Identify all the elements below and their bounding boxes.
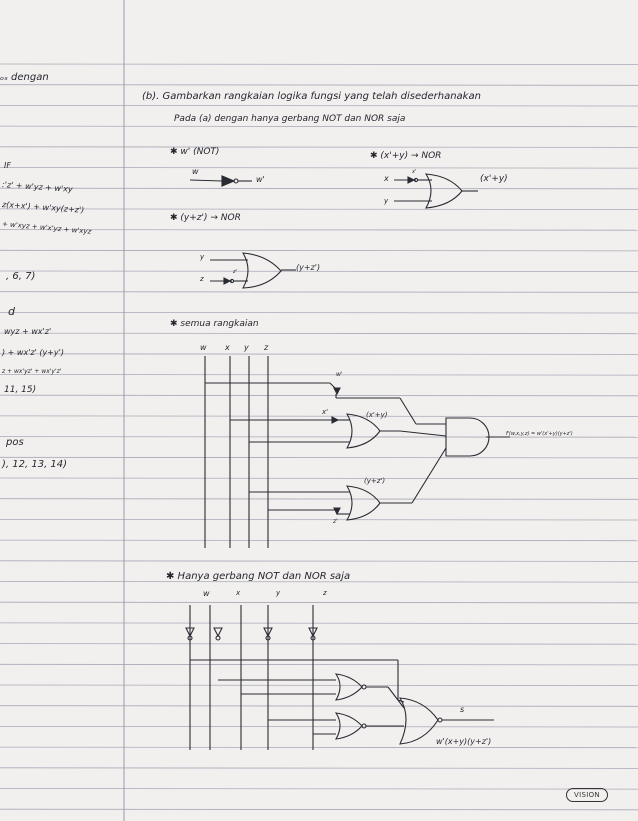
nor-gate-yz [210,253,296,288]
margin-line-9: ) + wx'z' (y+y') [2,348,64,357]
full-zprime-label: z' [333,518,338,525]
full-input-x: x [225,343,230,352]
full-circuit-title: ✱ semua rangkaian [170,319,259,329]
ruled-line [0,375,638,376]
ruled-line [0,395,638,396]
margin-line-3: :'z' + w'yz + w'xy [1,180,73,194]
nor-yz-zprime-label: z' [233,269,237,275]
nor-only-circuit [186,605,494,750]
ruled-line [0,602,638,603]
margin-line-1: ₒₛ dengan [0,72,49,83]
full-circuit [205,356,510,548]
nor-gate-xy [394,174,478,208]
ruled-line [0,519,638,520]
ruled-line [0,209,638,210]
ruled-line [0,333,638,334]
ruled-line [0,85,638,86]
full-input-z: z [264,343,269,352]
ruled-line [0,789,638,790]
nor-xy-output-label: (x'+y) [480,174,508,184]
nor-yz-y-label: y [200,253,205,261]
margin-line-8: wyz + wx'z' [4,327,52,336]
not-title: ✱ w' (NOT) [170,147,220,157]
ruled-line [0,499,638,500]
ruled-line [0,188,638,189]
full-input-w: w [200,343,207,352]
nor-only-input-z: z [323,589,327,597]
ruled-line [0,768,638,769]
ruled-line [0,64,638,65]
margin-line-2: IF [4,161,11,170]
nor-yz-output-label: (y+z') [296,263,321,272]
heading-line-2: Pada (a) dengan hanya gerbang NOT dan NOR saja [174,114,406,124]
margin-line-6: , 6, 7) [6,271,36,282]
ruled-line [0,250,638,251]
ruled-line [0,644,638,645]
not-gate-small [190,176,252,186]
not-input-label: w [192,167,199,176]
ruled-line [0,416,638,417]
ruled-line [0,623,638,624]
not-output-label: w' [256,175,265,184]
nor-xy-title: ✱ (x'+y) → NOR [370,151,442,161]
ruled-line [0,147,638,148]
ruled-line [0,354,638,355]
nor-yz-title: ✱ (y+z') → NOR [170,213,241,223]
ruled-line [0,230,638,231]
full-or2-output-label: (y+z') [364,477,386,485]
full-or1-output-label: (x'+y) [366,411,388,419]
margin-line-5: + w'xyz + w'x'yz + w'xyz [1,220,92,236]
nor-only-input-w: w [203,589,210,598]
ruled-line [0,747,638,748]
ruled-line [0,105,638,106]
ruled-line [0,478,638,479]
margin-line-12: pos [6,437,24,448]
heading-line-1: (b). Gambarkan rangkaian logika fungsi yang telah disederhanakan [142,91,481,102]
ruled-line [0,292,638,293]
ruled-line [0,726,638,727]
nor-xy-x-label: x [384,174,389,183]
circuits [186,174,510,750]
margin-line-11: 11, 15) [4,385,37,395]
ruled-line [0,809,638,810]
full-input-y: y [244,343,249,352]
nor-only-input-y: y [276,589,281,597]
nor-only-expression: w'(x+y)(y+z') [436,737,492,746]
nor-xy-y-label: y [384,197,389,205]
margin-line-7: d [8,305,15,318]
ruled-line [0,457,638,458]
ruled-line [0,664,638,665]
full-xprime-label: x' [322,408,329,416]
full-wprime-label: w' [336,371,343,378]
ruled-line [0,168,638,169]
nor-only-output-s: s [460,705,465,714]
ruled-line [0,312,638,313]
margin-line-10: z + wx'yz' + wx'y'z' [2,368,62,375]
ruled-line [0,561,638,562]
nor-xy-xprime-label: x' [412,169,417,175]
ruled-line [0,706,638,707]
nor-only-input-x: x [236,589,241,597]
ruled-line [0,126,638,127]
nor-only-title: ✱ Hanya gerbang NOT dan NOR saja [166,571,351,582]
brand-logo: VISION [566,788,608,802]
ruled-line [0,540,638,541]
full-final-output-label: F(w,x,y,z) = w'(x'+y)(y+z') [506,431,573,437]
margin-line-4: z(x+x') + w'xy(z+z') [1,200,85,215]
ruled-line [0,685,638,686]
margin-line-13: ), 12, 13, 14) [2,459,68,470]
nor-yz-z-label: z [200,275,204,283]
